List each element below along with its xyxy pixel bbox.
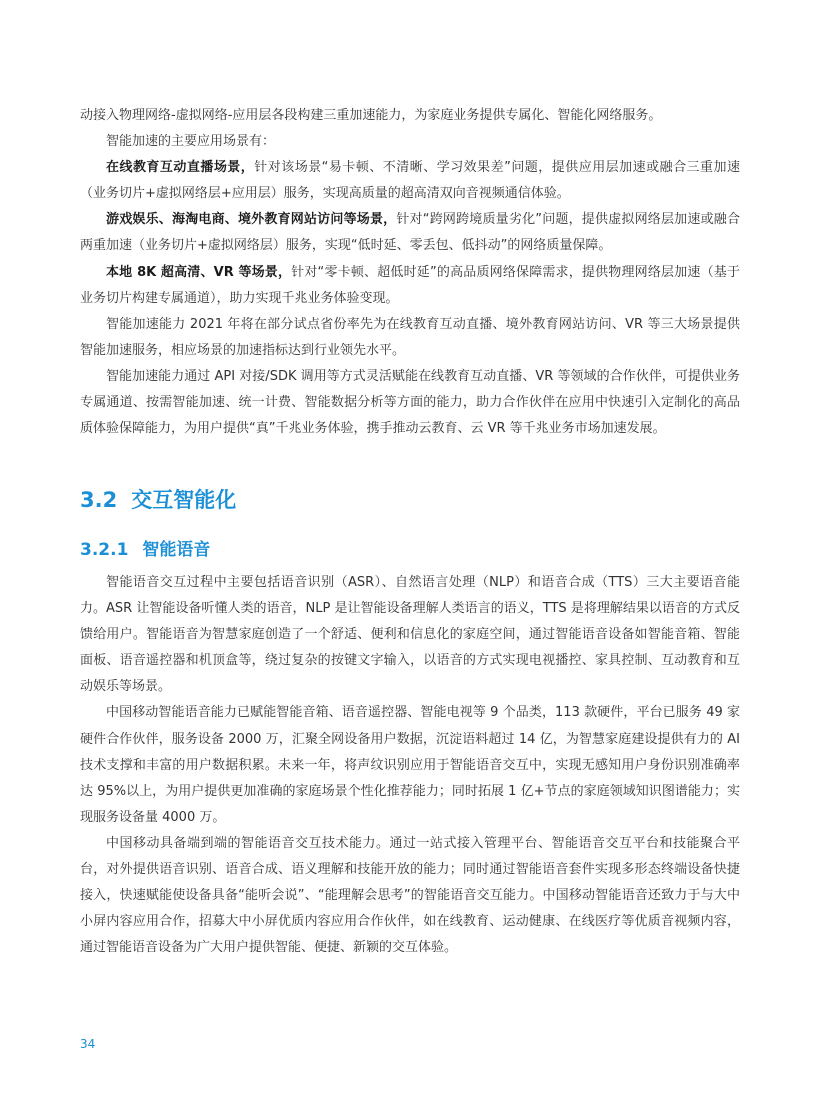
paragraph-2021-plan: 智能加速能力 2021 年将在部分试点省份率先为在线教育互动直播、境外教育网站访问、VR 等三大场景提供智能加速服务，相应场景的加速指标达到行业领先水平。	[80, 316, 740, 358]
paragraph-scenario-gaming	[80, 207, 740, 259]
subsection-number: 3.2.1	[80, 540, 129, 560]
scenario-text-online-education: 针对该场景“易卡顿、不清晰、学习效果差”问题，提供应用层加速或融合三重加速（业务切片+虚拟网络层+应用层）服务，实现高质量的超高清双向音视频通信体验。	[80, 160, 740, 202]
paragraph-voice-achievements: 中国移动智能语音能力已赋能智能音箱、语音遥控器、智能电视等 9 个品类，113 款硬件，平台已服务 49 家硬件合作伙伴，服务设备 2000 万，汇聚全网设备用户数据，沉淀语料超过 14 亿，为智慧家庭建设提供有力的 AI 技术支撑和丰富的用户数据积累。未来一年，将声纹识别应用于智能语音交互中，实现无感知用户身份识别准确率达 95%以上，为用户提供更加准确的家庭场景个性化推荐能力；同时拓展 1 亿+节点的家庭领域知识图谱能力；实现服务设备量 4000 万。	[80, 705, 740, 825]
paragraph-api-sdk: 智能加速能力通过 API 对接/SDK 调用等方式灵活赋能在线教育互动直播、VR 等领域的合作伙伴，可提供业务专属通道、按需智能加速、统一计费、智能数据分析等方面的能力，助力合作伙伴在应用中快速引入定制化的高品质体验保障能力，为用户提供“真”千兆业务体验，携手推动云教育、云 VR 等千兆业务市场加速发展。	[80, 368, 740, 437]
section-title: 交互智能化	[131, 488, 237, 512]
scenario-lead-gaming: 游戏娱乐、海淘电商、境外教育网站访问等场景，	[106, 212, 397, 228]
top-text-block	[80, 103, 740, 442]
subsection-heading	[80, 536, 210, 564]
section-heading	[80, 484, 236, 516]
subsection-title: 智能语音	[142, 540, 211, 560]
subsection-body	[80, 570, 740, 961]
scenario-text-8k-vr: 针对“零卡顿、超低时延”的高品质网络保障需求，提供物理网络层加速（基于业务切片构建专属通道），助力实现千兆业务体验变现。	[80, 264, 740, 306]
paragraph-scenario-online-education	[80, 155, 740, 207]
section-number: 3.2	[80, 488, 118, 512]
paragraph-voice-overview: 智能语音交互过程中主要包括语音识别（ASR）、自然语言处理（NLP）和语音合成（TTS）三大主要语音能力。ASR 让智能设备听懂人类的语音，NLP 是让智能设备理解人类语言的语义，TTS 是将理解结果以语音的方式反馈给用户。智能语音为智慧家庭创造了一个舒适、便利和信息化的家庭空间，通过智能语音设备如智能音箱、智能面板、语音遥控器和机顶盒等，绕过复杂的按键文字输入，以语音的方式实现电视播控、家具控制、互动教育和互动娱乐等场景。	[80, 575, 740, 695]
page-number: 34	[80, 1037, 96, 1051]
scenario-lead-8k-vr: 本地 8K 超高清、VR 等场景，	[106, 264, 292, 280]
scenario-text-gaming: 针对“跨网跨境质量劣化”问题，提供虚拟网络层加速或融合两重加速（业务切片+虚拟网络层）服务，实现“低时延、零丢包、低抖动”的网络质量保障。	[80, 212, 740, 254]
paragraph-scenarios-intro: 智能加速的主要应用场景有：	[106, 134, 276, 150]
paragraph-voice-capabilities: 中国移动具备端到端的智能语音交互技术能力。通过一站式接入管理平台、智能语音交互平台和技能聚合平台，对外提供语音识别、语音合成、语义理解和技能开放的能力；同时通过智能语音套件实现多形态终端设备快捷接入，快速赋能使设备具备“能听会说”、“能理解会思考”的智能语音交互能力。中国移动智能语音还致力于与大中小屏内容应用合作，招募大中小屏优质内容应用合作伙伴，如在线教育、运动健康、在线医疗等优质音视频内容，通过智能语音设备为广大用户提供智能、便捷、新颖的交互体验。	[80, 835, 740, 956]
paragraph-continuation: 动接入物理网络-虚拟网络-应用层各段构建三重加速能力，为家庭业务提供专属化、智能化网络服务。	[80, 108, 662, 123]
paragraph-scenario-8k-vr	[80, 260, 740, 312]
scenario-lead-online-education: 在线教育互动直播场景，	[106, 160, 255, 176]
